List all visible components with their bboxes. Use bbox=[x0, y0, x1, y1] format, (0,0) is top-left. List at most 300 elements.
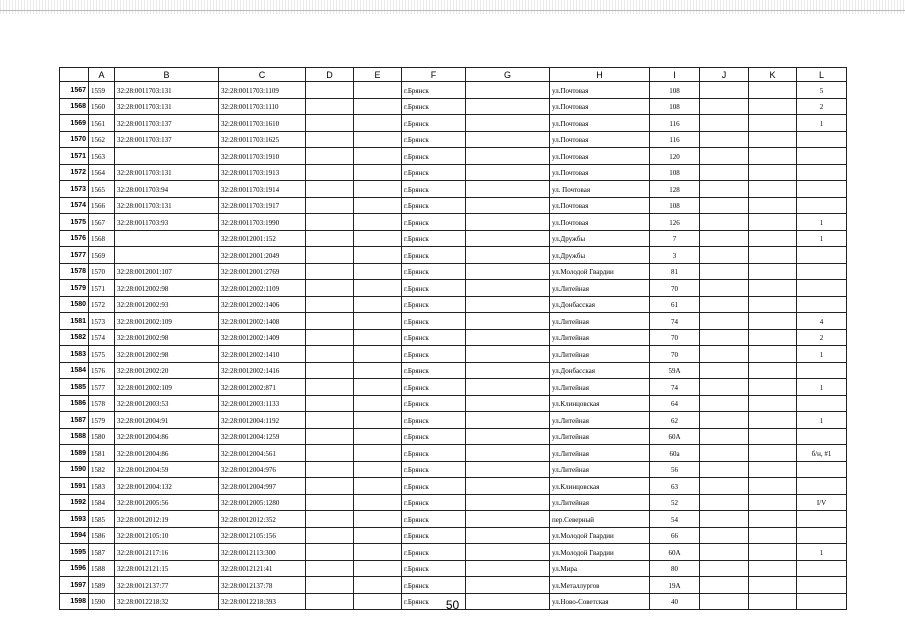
cell-d[interactable] bbox=[306, 379, 354, 396]
cell-e[interactable] bbox=[354, 115, 402, 132]
cell-l[interactable]: 1 bbox=[797, 412, 847, 429]
cell-h[interactable]: ул.Литейная bbox=[550, 461, 650, 478]
row-number[interactable]: 1594 bbox=[60, 527, 89, 544]
cell-g[interactable] bbox=[466, 494, 550, 511]
cell-i[interactable]: 59А bbox=[650, 362, 700, 379]
cell-e[interactable] bbox=[354, 296, 402, 313]
row-number[interactable]: 1598 bbox=[60, 593, 89, 610]
cell-h[interactable]: ул.Почтовая bbox=[550, 115, 650, 132]
cell-c[interactable]: 32:28:0011703:1913 bbox=[219, 164, 306, 181]
cell-b[interactable]: 32:28:0012137:77 bbox=[115, 577, 219, 594]
cell-l[interactable] bbox=[797, 263, 847, 280]
cell-k[interactable] bbox=[749, 494, 797, 511]
cell-e[interactable] bbox=[354, 98, 402, 115]
cell-c[interactable]: 32:28:0012001:152 bbox=[219, 230, 306, 247]
cell-d[interactable] bbox=[306, 164, 354, 181]
cell-a[interactable]: 1578 bbox=[89, 395, 115, 412]
row-number[interactable]: 1572 bbox=[60, 164, 89, 181]
row-number[interactable]: 1575 bbox=[60, 214, 89, 231]
cell-d[interactable] bbox=[306, 313, 354, 330]
cell-h[interactable]: ул.Литейная bbox=[550, 494, 650, 511]
cell-i[interactable]: 108 bbox=[650, 98, 700, 115]
cell-e[interactable] bbox=[354, 511, 402, 528]
cell-f[interactable]: г.Брянск bbox=[402, 362, 466, 379]
row-number[interactable]: 1567 bbox=[60, 82, 89, 99]
cell-d[interactable] bbox=[306, 82, 354, 99]
cell-k[interactable] bbox=[749, 577, 797, 594]
cell-b[interactable]: 32:28:0011703:137 bbox=[115, 131, 219, 148]
cell-f[interactable]: г.Брянск bbox=[402, 131, 466, 148]
cell-g[interactable] bbox=[466, 98, 550, 115]
cell-k[interactable] bbox=[749, 461, 797, 478]
cell-l[interactable] bbox=[797, 362, 847, 379]
cell-a[interactable]: 1576 bbox=[89, 362, 115, 379]
cell-g[interactable] bbox=[466, 560, 550, 577]
cell-j[interactable] bbox=[700, 296, 749, 313]
cell-d[interactable] bbox=[306, 329, 354, 346]
cell-f[interactable]: г.Брянск bbox=[402, 461, 466, 478]
cell-l[interactable] bbox=[797, 280, 847, 297]
row-number[interactable]: 1571 bbox=[60, 148, 89, 165]
cell-l[interactable]: 2 bbox=[797, 98, 847, 115]
cell-c[interactable]: 32:28:0012004:1259 bbox=[219, 428, 306, 445]
cell-f[interactable]: г.Брянск bbox=[402, 148, 466, 165]
cell-g[interactable] bbox=[466, 577, 550, 594]
cell-d[interactable] bbox=[306, 181, 354, 198]
cell-d[interactable] bbox=[306, 115, 354, 132]
cell-k[interactable] bbox=[749, 379, 797, 396]
cell-j[interactable] bbox=[700, 445, 749, 462]
cell-a[interactable]: 1587 bbox=[89, 544, 115, 561]
cell-l[interactable] bbox=[797, 296, 847, 313]
cell-b[interactable]: 32:28:0011703:94 bbox=[115, 181, 219, 198]
cell-j[interactable] bbox=[700, 428, 749, 445]
cell-c[interactable]: 32:28:0011703:1917 bbox=[219, 197, 306, 214]
cell-b[interactable]: 32:28:0011703:137 bbox=[115, 115, 219, 132]
cell-d[interactable] bbox=[306, 395, 354, 412]
row-number[interactable]: 1577 bbox=[60, 247, 89, 264]
row-number[interactable]: 1568 bbox=[60, 98, 89, 115]
column-header-l[interactable]: L bbox=[797, 68, 847, 82]
cell-l[interactable] bbox=[797, 148, 847, 165]
cell-d[interactable] bbox=[306, 494, 354, 511]
cell-j[interactable] bbox=[700, 164, 749, 181]
cell-j[interactable] bbox=[700, 230, 749, 247]
row-number[interactable]: 1585 bbox=[60, 379, 89, 396]
cell-h[interactable]: ул.Почтовая bbox=[550, 131, 650, 148]
cell-j[interactable] bbox=[700, 362, 749, 379]
row-number[interactable]: 1591 bbox=[60, 478, 89, 495]
cell-d[interactable] bbox=[306, 131, 354, 148]
cell-f[interactable]: г.Брянск bbox=[402, 214, 466, 231]
cell-j[interactable] bbox=[700, 379, 749, 396]
cell-b[interactable]: 32:28:0012002:93 bbox=[115, 296, 219, 313]
cell-i[interactable]: 60А bbox=[650, 428, 700, 445]
cell-i[interactable]: 66 bbox=[650, 527, 700, 544]
cell-h[interactable]: ул.Дружбы bbox=[550, 230, 650, 247]
cell-b[interactable]: 32:28:0012121:15 bbox=[115, 560, 219, 577]
cell-f[interactable]: г.Брянск bbox=[402, 544, 466, 561]
cell-e[interactable] bbox=[354, 379, 402, 396]
cell-h[interactable]: ул.Литейная bbox=[550, 329, 650, 346]
cell-k[interactable] bbox=[749, 263, 797, 280]
cell-k[interactable] bbox=[749, 214, 797, 231]
cell-e[interactable] bbox=[354, 148, 402, 165]
cell-d[interactable] bbox=[306, 544, 354, 561]
cell-b[interactable]: 32:28:0012012:19 bbox=[115, 511, 219, 528]
cell-j[interactable] bbox=[700, 98, 749, 115]
cell-j[interactable] bbox=[700, 560, 749, 577]
cell-a[interactable]: 1561 bbox=[89, 115, 115, 132]
cell-a[interactable]: 1571 bbox=[89, 280, 115, 297]
row-number[interactable]: 1578 bbox=[60, 263, 89, 280]
cell-h[interactable]: ул.Литейная bbox=[550, 313, 650, 330]
cell-l[interactable] bbox=[797, 511, 847, 528]
cell-c[interactable]: 32:28:0011703:1110 bbox=[219, 98, 306, 115]
cell-a[interactable]: 1585 bbox=[89, 511, 115, 528]
cell-a[interactable]: 1579 bbox=[89, 412, 115, 429]
corner-cell[interactable] bbox=[60, 68, 89, 82]
cell-a[interactable]: 1563 bbox=[89, 148, 115, 165]
cell-f[interactable]: г.Брянск bbox=[402, 115, 466, 132]
cell-e[interactable] bbox=[354, 478, 402, 495]
cell-a[interactable]: 1569 bbox=[89, 247, 115, 264]
cell-k[interactable] bbox=[749, 197, 797, 214]
cell-g[interactable] bbox=[466, 412, 550, 429]
cell-b[interactable] bbox=[115, 148, 219, 165]
cell-h[interactable]: ул.Молодой Гвардии bbox=[550, 527, 650, 544]
row-number[interactable]: 1581 bbox=[60, 313, 89, 330]
cell-c[interactable]: 32:28:0012001:2049 bbox=[219, 247, 306, 264]
cell-i[interactable]: 108 bbox=[650, 197, 700, 214]
row-number[interactable]: 1584 bbox=[60, 362, 89, 379]
cell-h[interactable]: ул.Почтовая bbox=[550, 148, 650, 165]
column-header-k[interactable]: K bbox=[749, 68, 797, 82]
cell-h[interactable]: ул. Почтовая bbox=[550, 181, 650, 198]
cell-g[interactable] bbox=[466, 82, 550, 99]
cell-c[interactable]: 32:28:0011703:1625 bbox=[219, 131, 306, 148]
cell-j[interactable] bbox=[700, 544, 749, 561]
cell-d[interactable] bbox=[306, 214, 354, 231]
cell-k[interactable] bbox=[749, 230, 797, 247]
cell-l[interactable]: 1 bbox=[797, 544, 847, 561]
cell-e[interactable] bbox=[354, 181, 402, 198]
cell-c[interactable]: 32:28:0011703:1610 bbox=[219, 115, 306, 132]
cell-c[interactable]: 32:28:0012218:393 bbox=[219, 593, 306, 610]
cell-c[interactable]: 32:28:0011703:1990 bbox=[219, 214, 306, 231]
cell-d[interactable] bbox=[306, 148, 354, 165]
cell-j[interactable] bbox=[700, 131, 749, 148]
cell-e[interactable] bbox=[354, 395, 402, 412]
cell-h[interactable]: ул.Дружбы bbox=[550, 247, 650, 264]
cell-k[interactable] bbox=[749, 445, 797, 462]
cell-l[interactable] bbox=[797, 131, 847, 148]
cell-h[interactable]: ул.Молодой Гвардии bbox=[550, 544, 650, 561]
cell-f[interactable]: г.Брянск bbox=[402, 181, 466, 198]
cell-l[interactable] bbox=[797, 197, 847, 214]
cell-l[interactable]: 1 bbox=[797, 115, 847, 132]
cell-e[interactable] bbox=[354, 494, 402, 511]
row-number[interactable]: 1576 bbox=[60, 230, 89, 247]
cell-c[interactable]: 32:28:0012004:976 bbox=[219, 461, 306, 478]
cell-g[interactable] bbox=[466, 148, 550, 165]
cell-l[interactable]: б/н, #1 bbox=[797, 445, 847, 462]
cell-a[interactable]: 1580 bbox=[89, 428, 115, 445]
cell-c[interactable]: 32:28:0011703:1914 bbox=[219, 181, 306, 198]
cell-i[interactable]: 80 bbox=[650, 560, 700, 577]
cell-i[interactable]: 108 bbox=[650, 82, 700, 99]
cell-a[interactable]: 1572 bbox=[89, 296, 115, 313]
cell-i[interactable]: 126 bbox=[650, 214, 700, 231]
cell-h[interactable]: ул.Литейная bbox=[550, 428, 650, 445]
cell-i[interactable]: 52 bbox=[650, 494, 700, 511]
cell-a[interactable]: 1559 bbox=[89, 82, 115, 99]
cell-i[interactable]: 64 bbox=[650, 395, 700, 412]
cell-k[interactable] bbox=[749, 395, 797, 412]
cell-f[interactable]: г.Брянск bbox=[402, 527, 466, 544]
cell-h[interactable]: ул.Донбасская bbox=[550, 296, 650, 313]
cell-f[interactable]: г.Брянск bbox=[402, 560, 466, 577]
cell-e[interactable] bbox=[354, 461, 402, 478]
cell-d[interactable] bbox=[306, 263, 354, 280]
cell-j[interactable] bbox=[700, 115, 749, 132]
cell-i[interactable]: 63 bbox=[650, 478, 700, 495]
cell-h[interactable]: ул.Клинцовская bbox=[550, 395, 650, 412]
cell-b[interactable]: 32:28:0012004:86 bbox=[115, 445, 219, 462]
cell-g[interactable] bbox=[466, 181, 550, 198]
cell-e[interactable] bbox=[354, 527, 402, 544]
cell-b[interactable]: 32:28:0012001:107 bbox=[115, 263, 219, 280]
cell-j[interactable] bbox=[700, 280, 749, 297]
cell-j[interactable] bbox=[700, 181, 749, 198]
cell-d[interactable] bbox=[306, 346, 354, 363]
cell-i[interactable]: 56 bbox=[650, 461, 700, 478]
cell-h[interactable]: ул.Литейная bbox=[550, 346, 650, 363]
cell-f[interactable]: г.Брянск bbox=[402, 445, 466, 462]
cell-g[interactable] bbox=[466, 527, 550, 544]
cell-j[interactable] bbox=[700, 511, 749, 528]
cell-h[interactable]: ул.Почтовая bbox=[550, 164, 650, 181]
cell-b[interactable] bbox=[115, 230, 219, 247]
cell-f[interactable]: г.Брянск bbox=[402, 511, 466, 528]
cell-k[interactable] bbox=[749, 280, 797, 297]
row-number[interactable]: 1586 bbox=[60, 395, 89, 412]
cell-k[interactable] bbox=[749, 362, 797, 379]
cell-a[interactable]: 1584 bbox=[89, 494, 115, 511]
cell-e[interactable] bbox=[354, 412, 402, 429]
cell-l[interactable]: I/V bbox=[797, 494, 847, 511]
cell-d[interactable] bbox=[306, 511, 354, 528]
cell-b[interactable]: 32:28:0012004:86 bbox=[115, 428, 219, 445]
cell-b[interactable]: 32:28:0012002:98 bbox=[115, 280, 219, 297]
cell-j[interactable] bbox=[700, 395, 749, 412]
cell-c[interactable]: 32:28:0012003:1133 bbox=[219, 395, 306, 412]
cell-k[interactable] bbox=[749, 329, 797, 346]
cell-h[interactable]: ул.Ново-Советская bbox=[550, 593, 650, 610]
cell-a[interactable]: 1570 bbox=[89, 263, 115, 280]
cell-c[interactable]: 32:28:0012005:1280 bbox=[219, 494, 306, 511]
cell-j[interactable] bbox=[700, 329, 749, 346]
cell-g[interactable] bbox=[466, 296, 550, 313]
cell-i[interactable]: 128 bbox=[650, 181, 700, 198]
cell-c[interactable]: 32:28:0011703:1109 bbox=[219, 82, 306, 99]
cell-e[interactable] bbox=[354, 313, 402, 330]
row-number[interactable]: 1580 bbox=[60, 296, 89, 313]
cell-f[interactable]: г.Брянск bbox=[402, 428, 466, 445]
cell-i[interactable]: 7 bbox=[650, 230, 700, 247]
cell-d[interactable] bbox=[306, 560, 354, 577]
cell-i[interactable]: 62 bbox=[650, 412, 700, 429]
cell-e[interactable] bbox=[354, 164, 402, 181]
cell-g[interactable] bbox=[466, 362, 550, 379]
cell-k[interactable] bbox=[749, 478, 797, 495]
cell-c[interactable]: 32:28:0012004:561 bbox=[219, 445, 306, 462]
column-header-j[interactable]: J bbox=[700, 68, 749, 82]
cell-f[interactable]: г.Брянск bbox=[402, 379, 466, 396]
cell-a[interactable]: 1560 bbox=[89, 98, 115, 115]
cell-f[interactable]: г.Брянск bbox=[402, 98, 466, 115]
cell-g[interactable] bbox=[466, 461, 550, 478]
cell-k[interactable] bbox=[749, 181, 797, 198]
cell-h[interactable]: ул.Литейная bbox=[550, 379, 650, 396]
cell-i[interactable]: 74 bbox=[650, 313, 700, 330]
row-number[interactable]: 1574 bbox=[60, 197, 89, 214]
cell-b[interactable]: 32:28:0011703:93 bbox=[115, 214, 219, 231]
cell-j[interactable] bbox=[700, 461, 749, 478]
cell-i[interactable]: 120 bbox=[650, 148, 700, 165]
cell-k[interactable] bbox=[749, 544, 797, 561]
cell-e[interactable] bbox=[354, 329, 402, 346]
row-number[interactable]: 1597 bbox=[60, 577, 89, 594]
cell-g[interactable] bbox=[466, 395, 550, 412]
column-header-i[interactable]: I bbox=[650, 68, 700, 82]
cell-h[interactable]: ул.Клинцовская bbox=[550, 478, 650, 495]
cell-k[interactable] bbox=[749, 98, 797, 115]
cell-l[interactable] bbox=[797, 164, 847, 181]
cell-d[interactable] bbox=[306, 478, 354, 495]
column-header-e[interactable]: E bbox=[354, 68, 402, 82]
cell-c[interactable]: 32:28:0012113:300 bbox=[219, 544, 306, 561]
cell-l[interactable] bbox=[797, 247, 847, 264]
cell-d[interactable] bbox=[306, 428, 354, 445]
cell-f[interactable]: г.Брянск bbox=[402, 346, 466, 363]
cell-a[interactable]: 1581 bbox=[89, 445, 115, 462]
cell-b[interactable] bbox=[115, 247, 219, 264]
cell-k[interactable] bbox=[749, 296, 797, 313]
cell-d[interactable] bbox=[306, 362, 354, 379]
cell-h[interactable]: ул.Донбасская bbox=[550, 362, 650, 379]
cell-e[interactable] bbox=[354, 197, 402, 214]
cell-a[interactable]: 1573 bbox=[89, 313, 115, 330]
cell-i[interactable]: 108 bbox=[650, 164, 700, 181]
cell-j[interactable] bbox=[700, 148, 749, 165]
cell-a[interactable]: 1562 bbox=[89, 131, 115, 148]
cell-e[interactable] bbox=[354, 263, 402, 280]
cell-j[interactable] bbox=[700, 412, 749, 429]
cell-l[interactable] bbox=[797, 181, 847, 198]
cell-e[interactable] bbox=[354, 544, 402, 561]
cell-e[interactable] bbox=[354, 131, 402, 148]
column-header-c[interactable]: C bbox=[219, 68, 306, 82]
cell-f[interactable]: г.Брянск bbox=[402, 296, 466, 313]
cell-b[interactable]: 32:28:0011703:131 bbox=[115, 197, 219, 214]
row-number[interactable]: 1588 bbox=[60, 428, 89, 445]
cell-d[interactable] bbox=[306, 445, 354, 462]
cell-i[interactable]: 60а bbox=[650, 445, 700, 462]
column-header-a[interactable]: A bbox=[89, 68, 115, 82]
cell-l[interactable] bbox=[797, 428, 847, 445]
cell-l[interactable] bbox=[797, 461, 847, 478]
cell-k[interactable] bbox=[749, 346, 797, 363]
cell-f[interactable]: г.Брянск bbox=[402, 412, 466, 429]
cell-f[interactable]: г.Брянск bbox=[402, 593, 466, 610]
cell-j[interactable] bbox=[700, 263, 749, 280]
cell-a[interactable]: 1567 bbox=[89, 214, 115, 231]
row-number[interactable]: 1573 bbox=[60, 181, 89, 198]
cell-h[interactable]: пер.Северный bbox=[550, 511, 650, 528]
cell-c[interactable]: 32:28:0011703:1910 bbox=[219, 148, 306, 165]
cell-a[interactable]: 1590 bbox=[89, 593, 115, 610]
cell-g[interactable] bbox=[466, 197, 550, 214]
cell-a[interactable]: 1577 bbox=[89, 379, 115, 396]
row-number[interactable]: 1592 bbox=[60, 494, 89, 511]
cell-h[interactable]: ул.Почтовая bbox=[550, 197, 650, 214]
cell-k[interactable] bbox=[749, 560, 797, 577]
cell-g[interactable] bbox=[466, 544, 550, 561]
cell-k[interactable] bbox=[749, 82, 797, 99]
row-number[interactable]: 1582 bbox=[60, 329, 89, 346]
cell-b[interactable]: 32:28:0012218:32 bbox=[115, 593, 219, 610]
cell-d[interactable] bbox=[306, 527, 354, 544]
cell-l[interactable] bbox=[797, 527, 847, 544]
cell-g[interactable] bbox=[466, 115, 550, 132]
cell-e[interactable] bbox=[354, 346, 402, 363]
cell-k[interactable] bbox=[749, 131, 797, 148]
cell-f[interactable]: г.Брянск bbox=[402, 197, 466, 214]
cell-c[interactable]: 32:28:0012002:1416 bbox=[219, 362, 306, 379]
cell-f[interactable]: г.Брянск bbox=[402, 494, 466, 511]
cell-d[interactable] bbox=[306, 247, 354, 264]
cell-l[interactable] bbox=[797, 478, 847, 495]
cell-c[interactable]: 32:28:0012121:41 bbox=[219, 560, 306, 577]
cell-a[interactable]: 1574 bbox=[89, 329, 115, 346]
cell-g[interactable] bbox=[466, 280, 550, 297]
cell-f[interactable]: г.Брянск bbox=[402, 263, 466, 280]
cell-h[interactable]: ул.Почтовая bbox=[550, 214, 650, 231]
cell-b[interactable]: 32:28:0012003:53 bbox=[115, 395, 219, 412]
cell-a[interactable]: 1582 bbox=[89, 461, 115, 478]
cell-j[interactable] bbox=[700, 313, 749, 330]
cell-f[interactable]: г.Брянск bbox=[402, 230, 466, 247]
cell-f[interactable]: г.Брянск bbox=[402, 247, 466, 264]
cell-d[interactable] bbox=[306, 577, 354, 594]
cell-g[interactable] bbox=[466, 247, 550, 264]
cell-f[interactable]: г.Брянск bbox=[402, 82, 466, 99]
cell-b[interactable]: 32:28:0011703:131 bbox=[115, 82, 219, 99]
cell-e[interactable] bbox=[354, 280, 402, 297]
cell-j[interactable] bbox=[700, 346, 749, 363]
cell-c[interactable]: 32:28:0012012:352 bbox=[219, 511, 306, 528]
cell-i[interactable]: 19А bbox=[650, 577, 700, 594]
cell-l[interactable]: 1 bbox=[797, 379, 847, 396]
cell-c[interactable]: 32:28:0012137:78 bbox=[219, 577, 306, 594]
cell-i[interactable]: 3 bbox=[650, 247, 700, 264]
cell-g[interactable] bbox=[466, 445, 550, 462]
cell-a[interactable]: 1575 bbox=[89, 346, 115, 363]
cell-a[interactable]: 1566 bbox=[89, 197, 115, 214]
cell-l[interactable] bbox=[797, 395, 847, 412]
cell-g[interactable] bbox=[466, 511, 550, 528]
